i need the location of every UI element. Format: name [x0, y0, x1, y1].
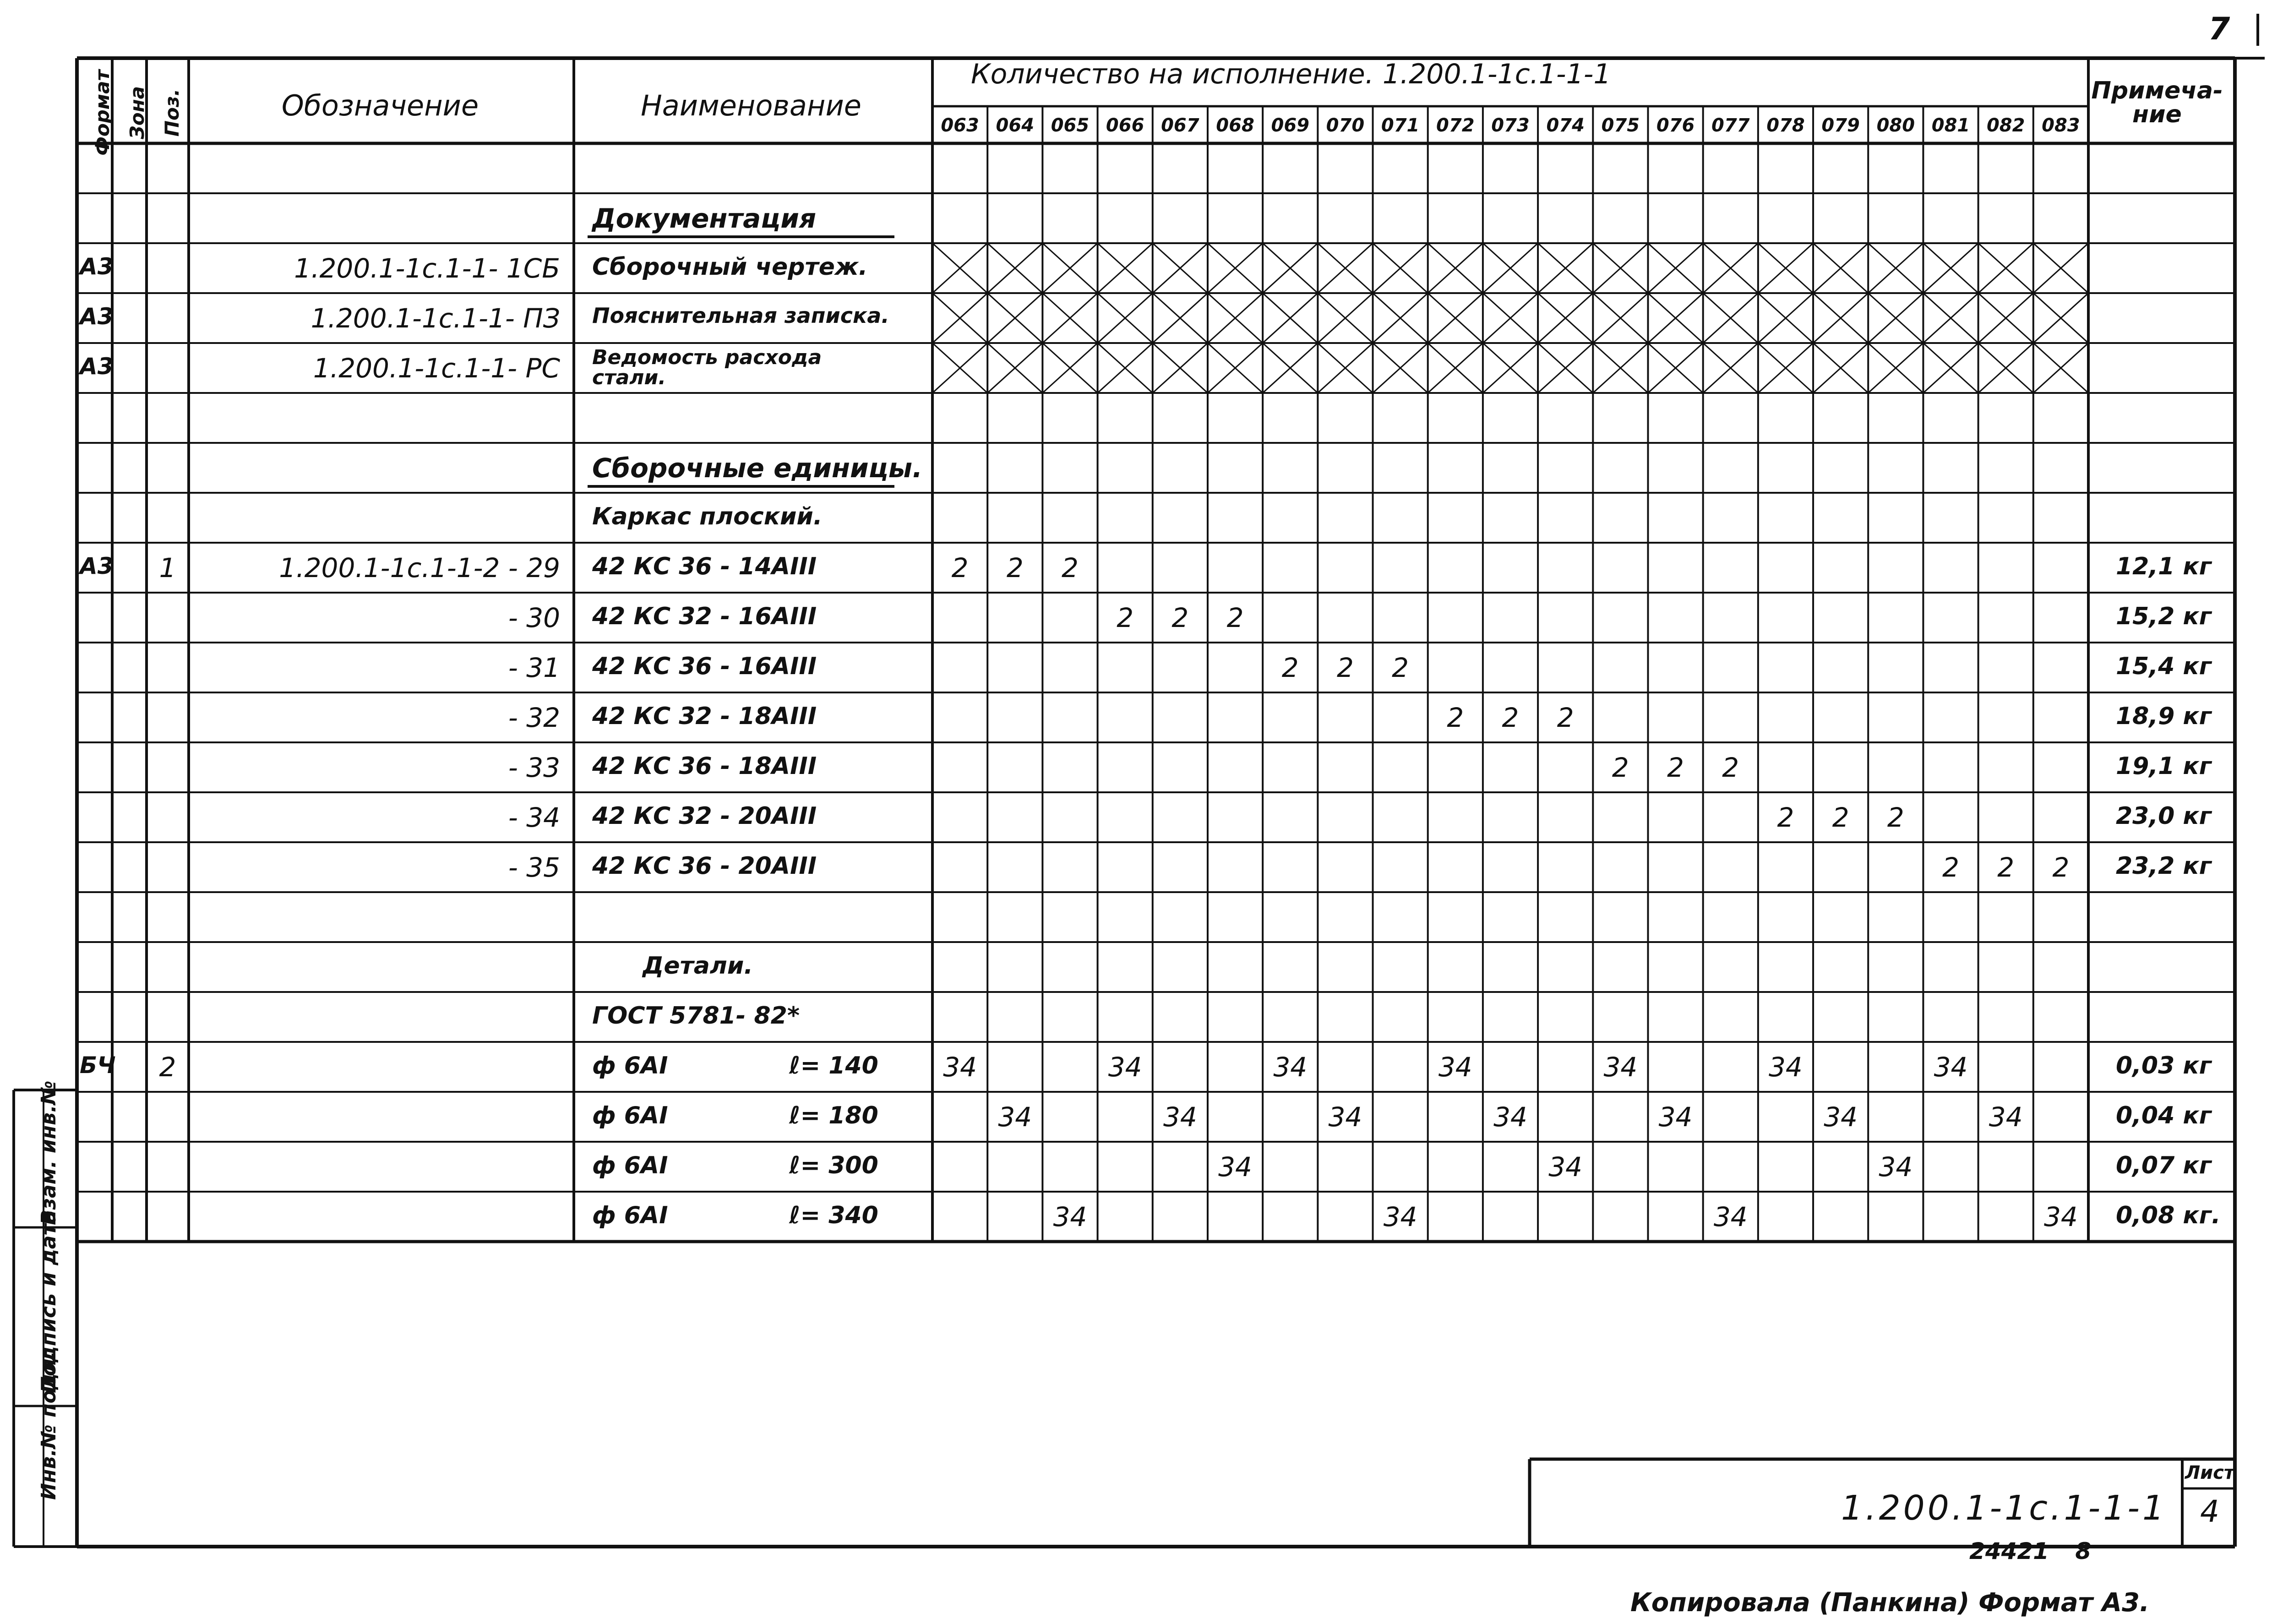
qty-col-header-065: 065: [1051, 115, 1090, 136]
row-designation: - 35: [508, 852, 560, 883]
header-zone: Зона: [126, 86, 148, 140]
qty-cell: 2: [1722, 752, 1739, 783]
row-name: ф 6АI: [592, 1052, 668, 1079]
row-name: 42 КС 36 - 16АIII: [592, 653, 817, 680]
row-designation: 1.200.1-1с.1-1- ПЗ: [311, 303, 560, 334]
qty-cell: 2: [1226, 602, 1244, 633]
qty-cell: 34: [1769, 1052, 1803, 1083]
qty-cell: 34: [2043, 1201, 2078, 1232]
row-note: 0,07 кг: [2116, 1152, 2212, 1179]
qty-cell: 34: [1713, 1201, 1748, 1232]
qty-cell: 2: [951, 552, 969, 583]
qty-cell: 34: [1108, 1052, 1142, 1083]
row-note: 19,1 кг: [2116, 752, 2212, 780]
row-name: Ведомость расхода стали.: [592, 346, 822, 389]
qty-col-header-070: 070: [1326, 115, 1365, 136]
qty-col-header-068: 068: [1216, 115, 1254, 136]
qty-cell: 2: [1832, 802, 1849, 833]
row-note: 18,9 кг: [2116, 703, 2212, 730]
header-format: Формат: [91, 70, 114, 156]
header-pos: Поз.: [161, 88, 183, 137]
row-length: ℓ= 300: [789, 1152, 878, 1179]
row-name: 42 КС 32 - 20АIII: [592, 802, 817, 830]
row-format: А3: [80, 353, 114, 380]
qty-col-header-083: 083: [2042, 115, 2080, 136]
qty-cell: 34: [1603, 1052, 1638, 1083]
qty-col-header-066: 066: [1106, 115, 1144, 136]
qty-col-header-078: 078: [1766, 115, 1805, 136]
qty-cell: 34: [1383, 1201, 1417, 1232]
copied-by-format: Копировала (Панкина) Формат А3.: [1630, 1588, 2150, 1618]
qty-cell: 2: [1887, 802, 1904, 833]
qty-cell: 2: [1392, 652, 1409, 683]
row-note: 0,03 кг: [2116, 1052, 2212, 1079]
row-note: 12,1 кг: [2116, 553, 2212, 580]
stamp-replaced-inv: Взам. инв.№: [37, 1080, 60, 1225]
row-length: ℓ= 140: [789, 1052, 878, 1079]
header-quantity-title: Количество на исполнение. 1.200.1-1с.1-1-1: [971, 58, 1611, 90]
row-note: 0,08 кг.: [2116, 1202, 2221, 1229]
title-block-sheet-number: 4: [2200, 1494, 2219, 1529]
row-designation: 1.200.1-1с.1-1-2 - 29: [279, 552, 560, 583]
qty-col-header-064: 064: [996, 115, 1035, 136]
qty-cell: 34: [1879, 1151, 1913, 1183]
qty-cell: 34: [1989, 1101, 2023, 1133]
qty-col-header-080: 080: [1876, 115, 1915, 136]
qty-cell: 34: [1438, 1052, 1472, 1083]
qty-cell: 34: [1273, 1052, 1308, 1083]
qty-col-header-076: 076: [1656, 115, 1695, 136]
row-note: 0,04 кг: [2116, 1102, 2212, 1129]
row-designation: - 32: [508, 702, 560, 733]
row-designation: 1.200.1-1с.1-1- 1СБ: [294, 253, 560, 284]
row-name: ГОСТ 5781- 82*: [592, 1002, 800, 1030]
row-name: ф 6АI: [592, 1202, 668, 1229]
qty-cell: 34: [1218, 1151, 1252, 1183]
title-block-sheet-label: Лист: [2185, 1462, 2235, 1483]
qty-cell: 2: [1667, 752, 1684, 783]
qty-col-header-077: 077: [1711, 115, 1750, 136]
qty-cell: 34: [1824, 1101, 1858, 1133]
qty-cell: 2: [1281, 652, 1299, 683]
qty-cell: 2: [2052, 852, 2070, 883]
row-name: Детали.: [643, 952, 753, 980]
row-length: ℓ= 340: [789, 1202, 878, 1229]
qty-cell: 2: [1612, 752, 1629, 783]
stamp-inv-original: Инв.№ подл.: [37, 1351, 60, 1500]
row-name: 42 КС 36 - 14АIII: [592, 553, 817, 580]
qty-cell: 34: [1493, 1101, 1527, 1133]
qty-cell: 34: [1548, 1151, 1583, 1183]
row-note: 15,2 кг: [2116, 603, 2212, 630]
row-designation: 1.200.1-1с.1-1- РС: [313, 353, 560, 384]
header-note: Примеча-ние: [2091, 77, 2223, 128]
row-name: ф 6АI: [592, 1152, 668, 1179]
section-heading: Документация: [592, 203, 817, 234]
row-name: 42 КС 36 - 20АIII: [592, 852, 817, 880]
qty-col-header-075: 075: [1601, 115, 1640, 136]
row-position: 2: [159, 1052, 176, 1083]
header-designation: Обозначение: [281, 89, 479, 122]
qty-cell: 2: [1062, 552, 1079, 583]
qty-cell: 2: [1502, 702, 1519, 733]
row-name: Сборочный чертеж.: [592, 253, 868, 281]
title-block-designation: 1.200.1-1с.1-1-1: [1841, 1488, 2167, 1528]
qty-cell: 2: [1777, 802, 1794, 833]
row-note: 23,0 кг: [2116, 802, 2212, 830]
qty-cell: 2: [1006, 552, 1024, 583]
qty-cell: 2: [1171, 602, 1189, 633]
row-format: А3: [80, 303, 114, 330]
qty-col-header-067: 067: [1161, 115, 1199, 136]
qty-col-header-081: 081: [1931, 115, 1970, 136]
row-name: ф 6АI: [592, 1102, 668, 1129]
qty-cell: 34: [998, 1101, 1032, 1133]
qty-cell: 2: [1117, 602, 1134, 633]
qty-col-header-082: 082: [1986, 115, 2025, 136]
row-position: 1: [159, 552, 176, 583]
row-format: А3: [80, 553, 114, 579]
qty-col-header-073: 073: [1491, 115, 1530, 136]
qty-col-header-074: 074: [1546, 115, 1585, 136]
row-name: Каркас плоский.: [592, 503, 823, 530]
qty-cell: 2: [1336, 652, 1354, 683]
row-format: БЧ: [80, 1052, 116, 1079]
stamp-signature-date: Подпись и дата: [37, 1210, 60, 1393]
row-name: Пояснительная записка.: [592, 303, 889, 328]
qty-cell: 34: [1934, 1052, 1968, 1083]
row-note: 15,4 кг: [2116, 653, 2212, 680]
qty-cell: 2: [1557, 702, 1574, 733]
qty-col-header-069: 069: [1271, 115, 1309, 136]
row-designation: - 34: [508, 802, 560, 833]
qty-cell: 34: [1658, 1101, 1693, 1133]
qty-col-header-063: 063: [941, 115, 979, 136]
qty-cell: 2: [1942, 852, 1959, 883]
row-designation: - 31: [508, 652, 560, 683]
qty-cell: 34: [1163, 1101, 1197, 1133]
sheet-corner-number: 7: [2208, 11, 2230, 47]
qty-col-header-071: 071: [1381, 115, 1420, 136]
header-name: Наименование: [641, 89, 861, 122]
qty-cell: 2: [1447, 702, 1464, 733]
row-name: 42 КС 36 - 18АIII: [592, 752, 817, 780]
section-heading: Сборочные единицы.: [592, 452, 923, 484]
row-format: А3: [80, 253, 114, 280]
qty-col-header-079: 079: [1821, 115, 1860, 136]
row-designation: - 30: [508, 602, 560, 633]
qty-cell: 34: [943, 1052, 977, 1083]
row-note: 23,2 кг: [2116, 852, 2212, 880]
qty-cell: 34: [1328, 1101, 1362, 1133]
row-length: ℓ= 180: [789, 1102, 878, 1129]
qty-cell: 34: [1053, 1201, 1087, 1232]
row-name: 42 КС 32 - 18АIII: [592, 703, 817, 730]
row-name: 42 КС 32 - 16АIII: [592, 603, 817, 630]
qty-col-header-072: 072: [1436, 115, 1475, 136]
row-designation: - 33: [508, 752, 560, 783]
qty-cell: 2: [1997, 852, 2015, 883]
archive-number: 24421 8: [1969, 1538, 2092, 1564]
